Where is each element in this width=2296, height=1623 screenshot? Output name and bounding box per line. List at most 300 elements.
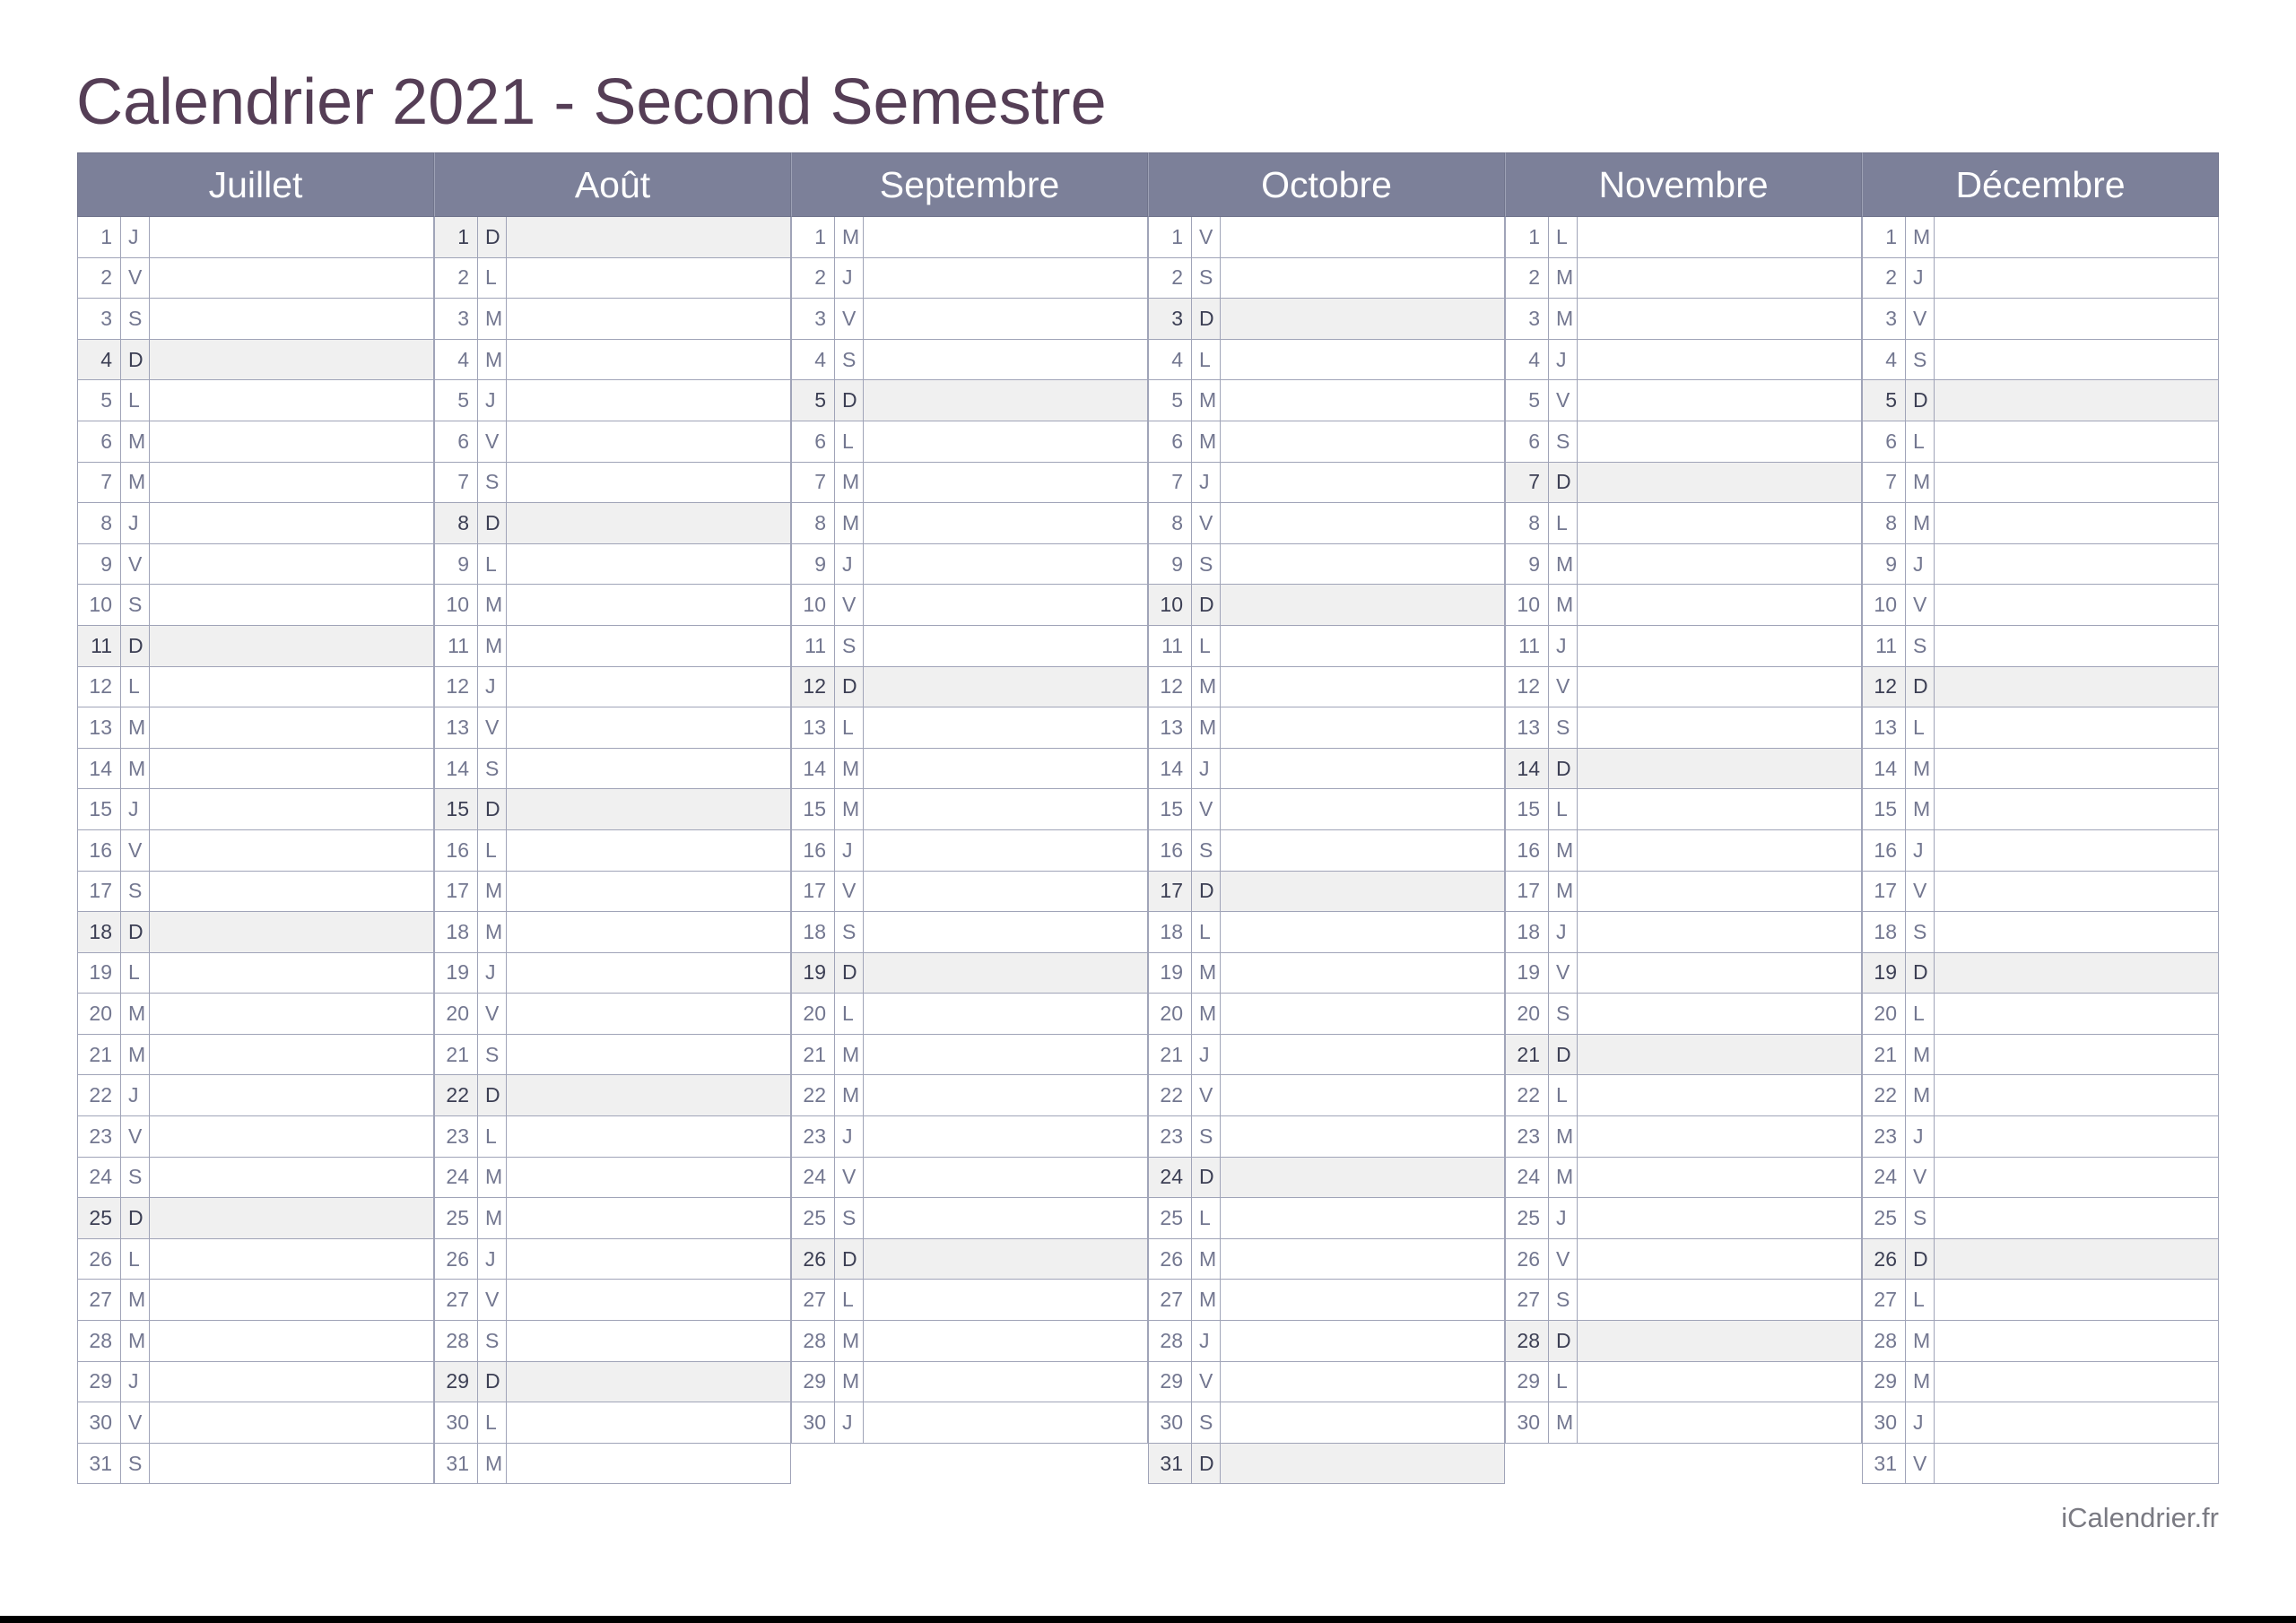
day-note-cell	[150, 912, 433, 952]
weekday-letter: S	[121, 585, 150, 625]
day-number: 7	[792, 463, 835, 503]
day-row	[434, 1116, 791, 1158]
day-number: 17	[792, 872, 835, 912]
day-row	[1505, 1158, 1862, 1199]
day-note-cell	[864, 994, 1147, 1034]
weekday-letter: M	[1549, 299, 1578, 339]
day-number: 20	[1149, 994, 1192, 1034]
weekday-letter: M	[1906, 1362, 1935, 1402]
day-number: 16	[1863, 830, 1906, 871]
day-note-cell	[1221, 217, 1504, 257]
day-note-cell	[1221, 912, 1504, 952]
day-row	[434, 626, 791, 667]
weekday-letter: V	[478, 994, 507, 1034]
weekday-letter: J	[835, 830, 864, 871]
weekday-letter: J	[121, 503, 150, 543]
weekday-letter: J	[1906, 830, 1935, 871]
day-note-cell	[507, 421, 790, 462]
day-row	[77, 1321, 434, 1362]
day-row	[1148, 1239, 1505, 1280]
weekday-letter: L	[478, 830, 507, 871]
day-row	[1862, 707, 2219, 749]
day-note-cell	[864, 626, 1147, 666]
day-number: 5	[78, 380, 121, 421]
day-note-cell	[1221, 1444, 1504, 1484]
day-row	[77, 1280, 434, 1321]
day-row	[77, 1075, 434, 1116]
day-note-cell	[150, 463, 433, 503]
day-row	[77, 340, 434, 381]
weekday-letter: M	[1906, 217, 1935, 257]
day-number: 19	[1863, 953, 1906, 994]
day-row	[1505, 1239, 1862, 1280]
day-number: 21	[435, 1035, 478, 1075]
day-row	[1505, 994, 1862, 1035]
day-number: 29	[1149, 1362, 1192, 1402]
day-number: 30	[1506, 1402, 1549, 1443]
day-number: 17	[78, 872, 121, 912]
day-row	[1148, 1362, 1505, 1403]
day-number: 17	[1506, 872, 1549, 912]
day-row	[434, 1035, 791, 1076]
day-number: 14	[1506, 749, 1549, 789]
day-number: 19	[435, 953, 478, 994]
bottom-bar	[0, 1616, 2296, 1623]
weekday-letter: V	[835, 299, 864, 339]
day-note-cell	[1221, 626, 1504, 666]
day-row	[1862, 585, 2219, 626]
day-note-cell	[507, 912, 790, 952]
day-row	[1505, 258, 1862, 299]
day-note-cell	[507, 707, 790, 748]
day-row	[434, 1075, 791, 1116]
day-row	[434, 953, 791, 994]
weekday-letter: M	[1906, 503, 1935, 543]
day-number: 14	[1149, 749, 1192, 789]
day-number: 13	[435, 707, 478, 748]
day-note-cell	[507, 1035, 790, 1075]
day-row	[77, 585, 434, 626]
day-note-cell	[1935, 585, 2218, 625]
weekday-letter: L	[835, 707, 864, 748]
day-number: 5	[1506, 380, 1549, 421]
day-row	[434, 1198, 791, 1239]
weekday-letter: D	[1549, 749, 1578, 789]
day-number: 25	[1863, 1198, 1906, 1238]
day-row	[791, 1239, 1148, 1280]
day-row	[1148, 872, 1505, 913]
day-number: 24	[435, 1158, 478, 1198]
day-note-cell	[1221, 340, 1504, 380]
day-row	[1148, 585, 1505, 626]
day-row	[1148, 749, 1505, 790]
day-note-cell	[1935, 626, 2218, 666]
weekday-letter: V	[1192, 789, 1221, 829]
day-note-cell	[507, 1198, 790, 1238]
day-row	[1862, 463, 2219, 504]
weekday-letter: M	[121, 463, 150, 503]
day-number: 17	[1149, 872, 1192, 912]
weekday-letter: L	[835, 994, 864, 1034]
day-row	[434, 912, 791, 953]
day-number: 5	[1149, 380, 1192, 421]
day-row	[1148, 912, 1505, 953]
day-number: 24	[1506, 1158, 1549, 1198]
day-number: 31	[435, 1444, 478, 1484]
day-number: 26	[1506, 1239, 1549, 1280]
day-number: 8	[1506, 503, 1549, 543]
day-number: 26	[792, 1239, 835, 1280]
day-note-cell	[507, 1239, 790, 1280]
day-number: 21	[792, 1035, 835, 1075]
day-note-cell	[507, 953, 790, 994]
day-number: 13	[792, 707, 835, 748]
day-number: 9	[792, 544, 835, 585]
day-note-cell	[150, 544, 433, 585]
day-number: 25	[792, 1198, 835, 1238]
weekday-letter: L	[121, 1239, 150, 1280]
day-note-cell	[864, 1280, 1147, 1320]
day-number: 13	[78, 707, 121, 748]
day-number: 28	[792, 1321, 835, 1361]
day-row	[1862, 1444, 2219, 1485]
day-note-cell	[1935, 707, 2218, 748]
day-number: 2	[1506, 258, 1549, 299]
day-row	[1148, 1035, 1505, 1076]
day-number: 30	[792, 1402, 835, 1443]
day-note-cell	[1221, 1158, 1504, 1198]
day-note-cell	[150, 1402, 433, 1443]
day-row	[77, 380, 434, 421]
day-note-cell	[507, 994, 790, 1034]
weekday-letter: S	[1906, 626, 1935, 666]
weekday-letter: J	[121, 1075, 150, 1115]
day-note-cell	[150, 830, 433, 871]
day-row	[77, 1444, 434, 1485]
day-row	[1148, 789, 1505, 830]
day-note-cell	[1578, 503, 1861, 543]
day-number: 12	[1149, 667, 1192, 707]
day-row	[1505, 1321, 1862, 1362]
day-note-cell	[1221, 1362, 1504, 1402]
weekday-letter: S	[1549, 994, 1578, 1034]
day-row	[791, 380, 1148, 421]
day-row	[1148, 421, 1505, 463]
day-row	[1148, 1280, 1505, 1321]
month-header: Septembre	[791, 152, 1148, 217]
day-row	[1148, 503, 1505, 544]
weekday-letter: L	[1192, 626, 1221, 666]
day-note-cell	[1578, 872, 1861, 912]
day-number: 22	[1149, 1075, 1192, 1115]
day-number: 7	[1149, 463, 1192, 503]
day-number: 4	[435, 340, 478, 380]
day-note-cell	[1935, 1444, 2218, 1484]
day-note-cell	[1221, 994, 1504, 1034]
day-note-cell	[864, 912, 1147, 952]
day-note-cell	[1578, 1075, 1861, 1115]
weekday-letter: J	[1549, 626, 1578, 666]
day-number: 11	[1149, 626, 1192, 666]
day-row	[1505, 667, 1862, 708]
weekday-letter: V	[1906, 585, 1935, 625]
weekday-letter: D	[478, 1075, 507, 1115]
day-number: 15	[1149, 789, 1192, 829]
weekday-letter: D	[1549, 463, 1578, 503]
day-note-cell	[864, 667, 1147, 707]
day-row	[434, 340, 791, 381]
day-note-cell	[1578, 749, 1861, 789]
day-note-cell	[1578, 544, 1861, 585]
day-row	[791, 503, 1148, 544]
day-number: 27	[1506, 1280, 1549, 1320]
weekday-letter: D	[121, 626, 150, 666]
day-note-cell	[150, 1075, 433, 1115]
weekday-letter: M	[1906, 463, 1935, 503]
day-number: 16	[792, 830, 835, 871]
month-header: Juillet	[77, 152, 434, 217]
weekday-letter: L	[1192, 912, 1221, 952]
day-number: 26	[1863, 1239, 1906, 1280]
day-number: 8	[792, 503, 835, 543]
weekday-letter: D	[1549, 1035, 1578, 1075]
weekday-letter: J	[1549, 340, 1578, 380]
day-note-cell	[507, 1116, 790, 1157]
weekday-letter: M	[835, 217, 864, 257]
day-row	[1862, 749, 2219, 790]
weekday-letter: L	[1192, 1198, 1221, 1238]
weekday-letter: D	[478, 1362, 507, 1402]
weekday-letter: L	[121, 380, 150, 421]
weekday-letter: J	[1192, 1321, 1221, 1361]
day-row	[791, 544, 1148, 586]
weekday-letter: V	[121, 830, 150, 871]
weekday-letter: L	[835, 421, 864, 462]
weekday-letter: V	[121, 1116, 150, 1157]
day-note-cell	[507, 1402, 790, 1443]
weekday-letter: M	[835, 1075, 864, 1115]
day-row	[1862, 421, 2219, 463]
month-column	[1505, 152, 1862, 1484]
weekday-letter: S	[1906, 340, 1935, 380]
day-row	[1862, 789, 2219, 830]
weekday-letter: S	[121, 1444, 150, 1484]
day-number: 29	[435, 1362, 478, 1402]
day-note-cell	[864, 258, 1147, 299]
day-note-cell	[1578, 667, 1861, 707]
day-note-cell	[1578, 258, 1861, 299]
day-row	[77, 749, 434, 790]
day-row	[1505, 749, 1862, 790]
day-note-cell	[1221, 1402, 1504, 1443]
weekday-letter: J	[1906, 1116, 1935, 1157]
weekday-letter: D	[835, 667, 864, 707]
day-number: 4	[1149, 340, 1192, 380]
day-number: 27	[435, 1280, 478, 1320]
weekday-letter: J	[1192, 463, 1221, 503]
weekday-letter: M	[835, 789, 864, 829]
day-row	[434, 258, 791, 299]
day-note-cell	[1935, 1321, 2218, 1361]
weekday-letter: D	[1906, 380, 1935, 421]
day-note-cell	[150, 1362, 433, 1402]
weekday-letter: M	[1549, 1402, 1578, 1443]
day-number: 4	[792, 340, 835, 380]
day-row	[791, 872, 1148, 913]
weekday-letter: M	[1906, 789, 1935, 829]
weekday-letter: M	[478, 912, 507, 952]
day-number: 14	[435, 749, 478, 789]
day-row	[1148, 626, 1505, 667]
day-note-cell	[1935, 544, 2218, 585]
month-column	[77, 152, 434, 1484]
weekday-letter: D	[835, 380, 864, 421]
day-note-cell	[864, 1035, 1147, 1075]
day-note-cell	[864, 544, 1147, 585]
day-note-cell	[1221, 1198, 1504, 1238]
weekday-letter: S	[121, 872, 150, 912]
day-number: 28	[1149, 1321, 1192, 1361]
day-number: 12	[1506, 667, 1549, 707]
day-number: 1	[1863, 217, 1906, 257]
day-note-cell	[1578, 830, 1861, 871]
day-row	[434, 707, 791, 749]
day-note-cell	[864, 749, 1147, 789]
day-row	[434, 1444, 791, 1485]
weekday-letter: M	[1192, 994, 1221, 1034]
day-number: 22	[1863, 1075, 1906, 1115]
day-number: 7	[1863, 463, 1906, 503]
day-number: 6	[435, 421, 478, 462]
day-number: 15	[435, 789, 478, 829]
weekday-letter: L	[121, 667, 150, 707]
weekday-letter: M	[121, 994, 150, 1034]
day-note-cell	[1935, 1158, 2218, 1198]
day-note-cell	[1935, 217, 2218, 257]
day-number: 21	[1506, 1035, 1549, 1075]
day-row	[1862, 830, 2219, 872]
day-number: 28	[78, 1321, 121, 1361]
day-number: 4	[78, 340, 121, 380]
day-number: 11	[792, 626, 835, 666]
day-number: 7	[78, 463, 121, 503]
weekday-letter: V	[1549, 667, 1578, 707]
day-row	[1505, 1280, 1862, 1321]
day-row	[77, 626, 434, 667]
weekday-letter: M	[1192, 1280, 1221, 1320]
day-note-cell	[150, 953, 433, 994]
day-note-cell	[1578, 1280, 1861, 1320]
day-row	[791, 1116, 1148, 1158]
day-note-cell	[864, 340, 1147, 380]
day-number: 1	[792, 217, 835, 257]
weekday-letter: J	[478, 380, 507, 421]
weekday-letter: V	[478, 707, 507, 748]
day-note-cell	[1935, 953, 2218, 994]
weekday-letter: J	[835, 544, 864, 585]
weekday-letter: D	[1192, 1158, 1221, 1198]
day-note-cell	[507, 1280, 790, 1320]
day-row	[791, 1402, 1148, 1444]
day-note-cell	[1935, 421, 2218, 462]
day-note-cell	[864, 707, 1147, 748]
weekday-letter: M	[1906, 1035, 1935, 1075]
day-row	[1862, 1116, 2219, 1158]
weekday-letter: V	[835, 872, 864, 912]
day-row	[77, 1035, 434, 1076]
day-note-cell	[864, 830, 1147, 871]
weekday-letter: V	[835, 1158, 864, 1198]
day-row	[1862, 1158, 2219, 1199]
day-note-cell	[1221, 544, 1504, 585]
day-note-cell	[864, 789, 1147, 829]
weekday-letter: L	[478, 1402, 507, 1443]
day-note-cell	[1935, 1402, 2218, 1443]
day-note-cell	[864, 1075, 1147, 1115]
day-row	[77, 707, 434, 749]
day-number: 19	[78, 953, 121, 994]
weekday-letter: J	[478, 667, 507, 707]
weekday-letter: S	[1549, 1280, 1578, 1320]
weekday-letter: M	[835, 503, 864, 543]
day-note-cell	[1578, 1321, 1861, 1361]
day-row	[77, 789, 434, 830]
day-number: 29	[78, 1362, 121, 1402]
day-row	[1505, 299, 1862, 340]
day-number: 30	[1149, 1402, 1192, 1443]
day-row	[791, 749, 1148, 790]
day-number: 4	[1506, 340, 1549, 380]
day-row	[77, 1239, 434, 1280]
weekday-letter: V	[121, 258, 150, 299]
day-note-cell	[1221, 953, 1504, 994]
day-row	[1148, 707, 1505, 749]
day-note-cell	[864, 299, 1147, 339]
weekday-letter: M	[478, 872, 507, 912]
day-row	[791, 1321, 1148, 1362]
day-row	[1148, 1402, 1505, 1444]
day-row	[1505, 585, 1862, 626]
day-number: 31	[1863, 1444, 1906, 1484]
day-row	[791, 1280, 1148, 1321]
day-number: 21	[78, 1035, 121, 1075]
day-number: 6	[1149, 421, 1192, 462]
weekday-letter: D	[1192, 1444, 1221, 1484]
day-note-cell	[1221, 1239, 1504, 1280]
day-number: 15	[792, 789, 835, 829]
day-note-cell	[1935, 994, 2218, 1034]
weekday-letter: D	[478, 789, 507, 829]
weekday-letter: V	[1906, 1158, 1935, 1198]
weekday-letter: L	[121, 953, 150, 994]
day-number: 18	[435, 912, 478, 952]
day-note-cell	[1935, 463, 2218, 503]
day-row	[434, 380, 791, 421]
weekday-letter: S	[478, 1321, 507, 1361]
day-note-cell	[864, 217, 1147, 257]
day-number: 9	[1863, 544, 1906, 585]
day-note-cell	[150, 340, 433, 380]
day-note-cell	[150, 299, 433, 339]
day-row	[1505, 421, 1862, 463]
day-number: 22	[78, 1075, 121, 1115]
weekday-letter: L	[835, 1280, 864, 1320]
day-number: 12	[1863, 667, 1906, 707]
day-number: 8	[78, 503, 121, 543]
weekday-letter: L	[1549, 1362, 1578, 1402]
day-number: 18	[1863, 912, 1906, 952]
day-row	[1862, 1321, 2219, 1362]
